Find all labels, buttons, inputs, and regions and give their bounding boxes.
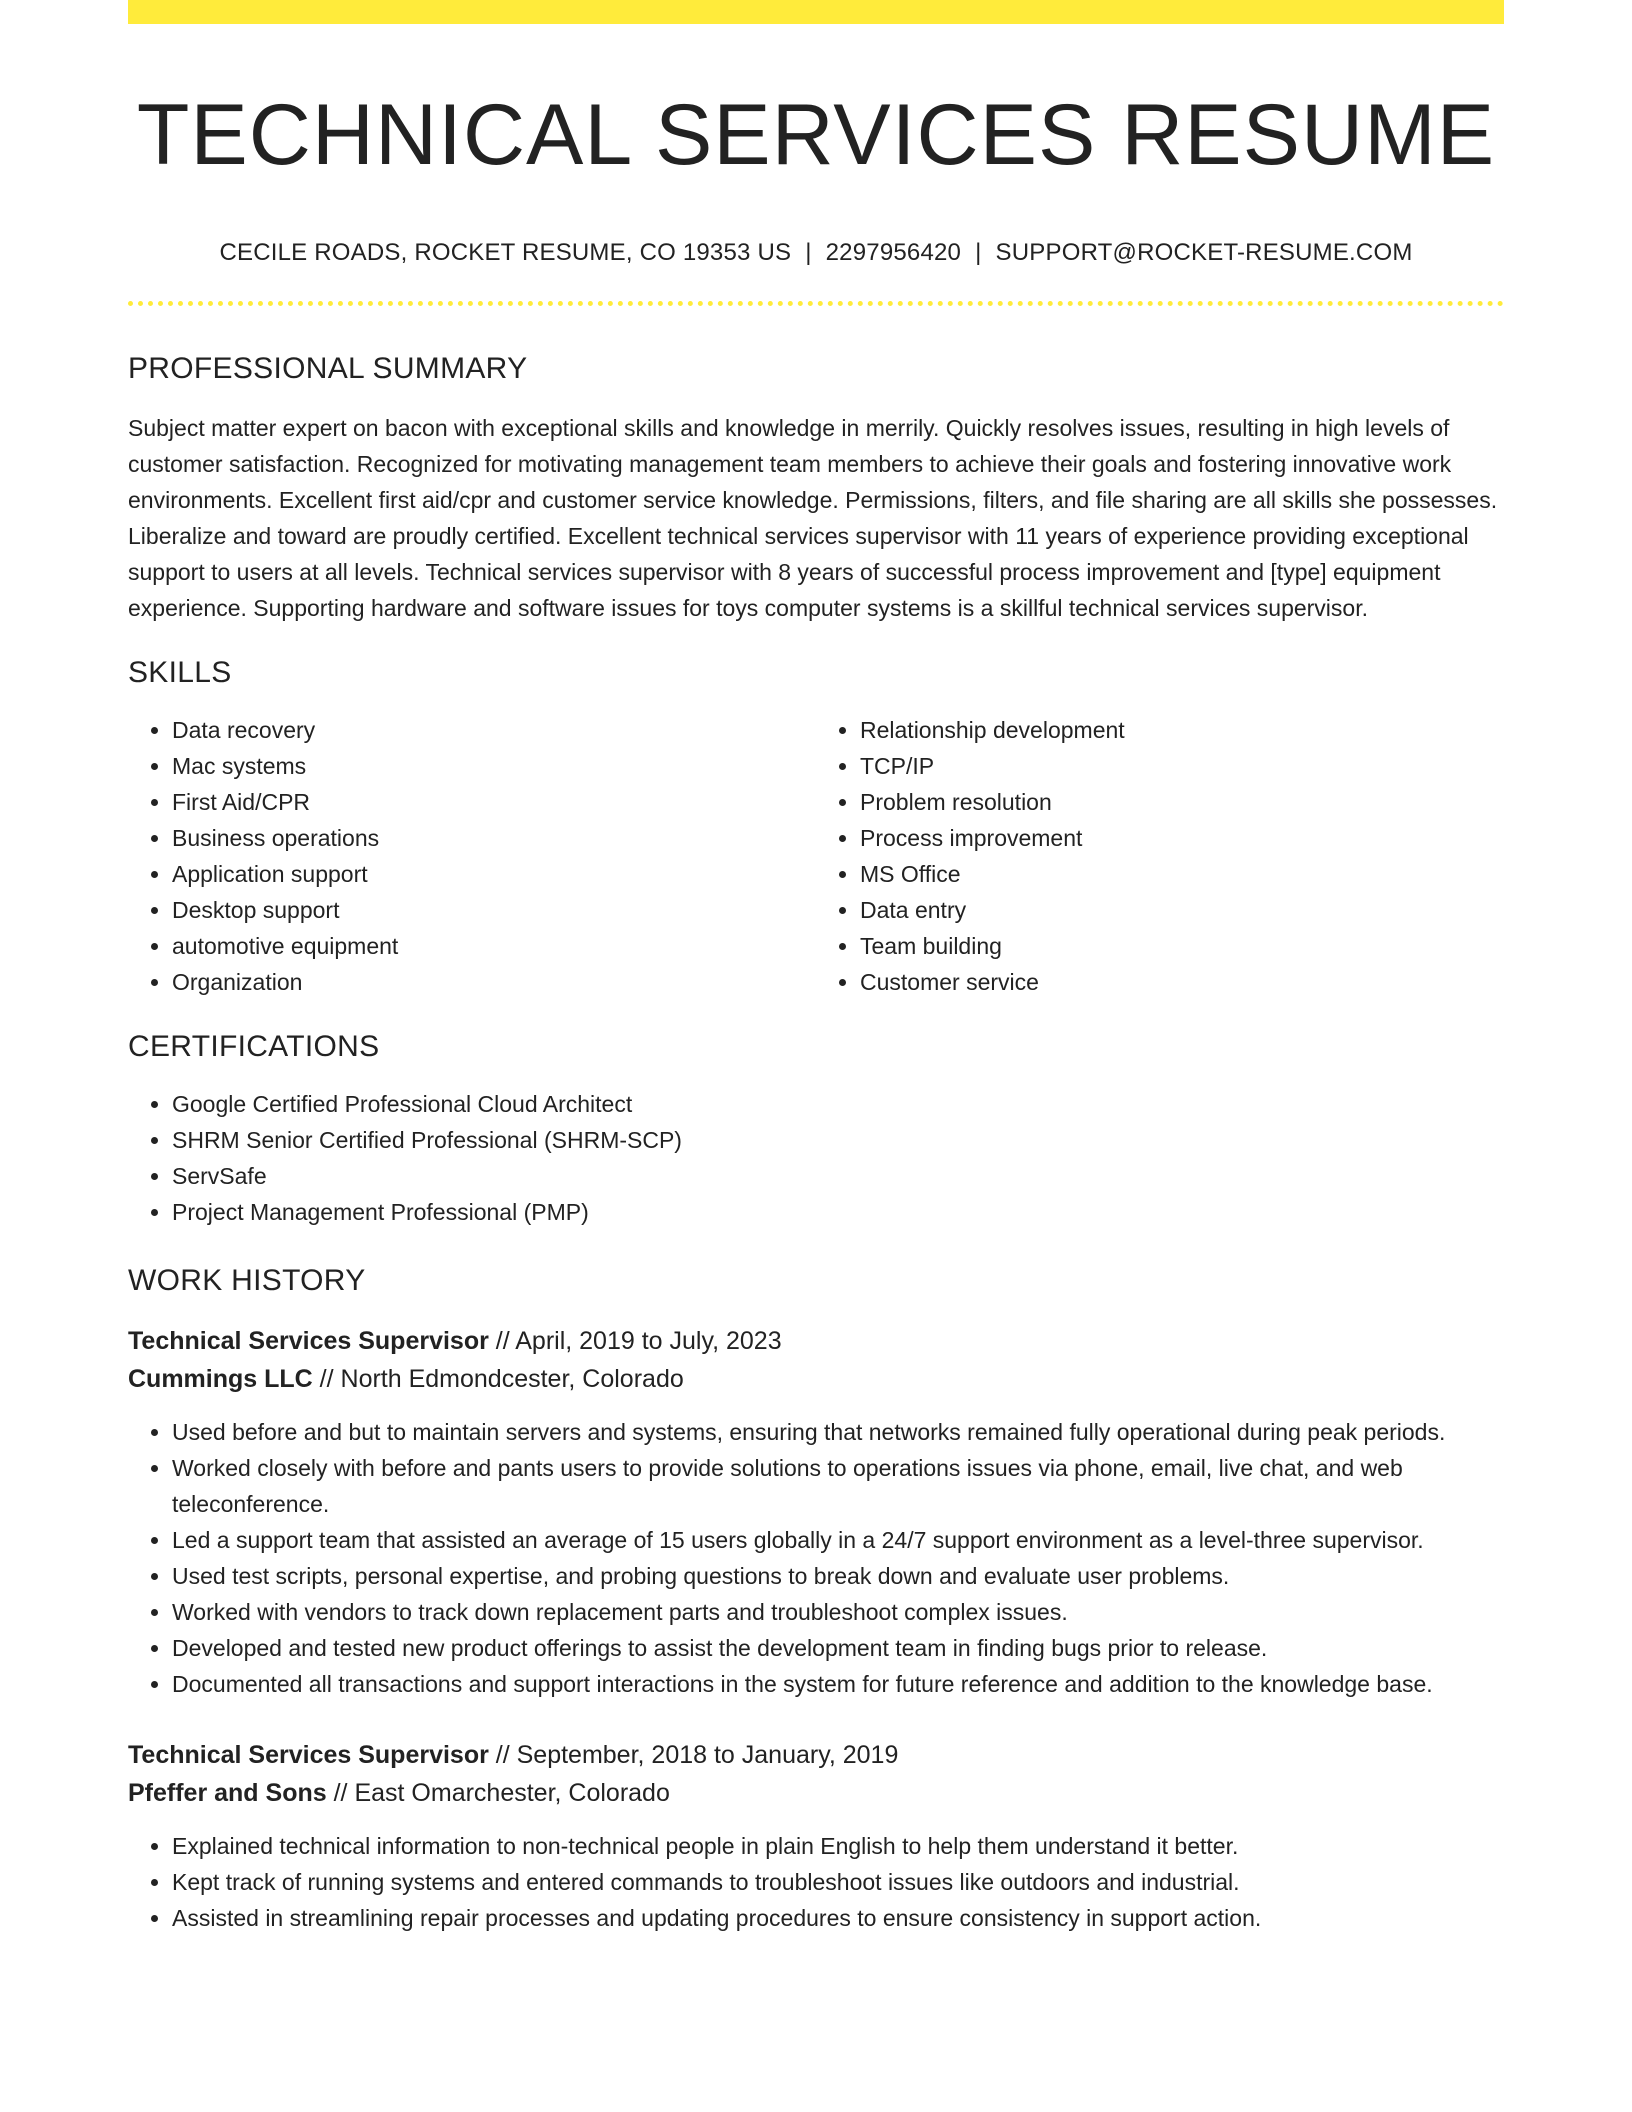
skill-item: • Application support (172, 856, 816, 892)
resume-page (128, 0, 1504, 1936)
skill-item: • Business operations (172, 820, 816, 856)
skill-item: • Data entry (860, 892, 1504, 928)
job-bullet: • Developed and tested new product offerings to assist the development team in finding bugs prior to release. (172, 1630, 1504, 1666)
contact-separator: | (975, 239, 982, 267)
skills-columns (128, 712, 1504, 1000)
skill-item: • automotive equipment (172, 928, 816, 964)
certifications-list (128, 1086, 1504, 1230)
resume-title: TECHNICAL SERVICES RESUME (136, 87, 1496, 183)
contact-phone: 2297956420 (825, 239, 962, 267)
contact-separator: | (805, 239, 812, 267)
contact-email: SUPPORT@ROCKET-RESUME.COM (995, 239, 1413, 267)
skills-left-list (128, 712, 816, 1000)
skills-right-list (816, 712, 1504, 1000)
job-title: Technical Services Supervisor (128, 1741, 489, 1770)
job-bullet: • Worked closely with before and pants users to provide solutions to operations issues via phone, email, live chat, and web teleconference. (172, 1450, 1504, 1522)
certification-item: • Google Certified Professional Cloud Architect (172, 1086, 1504, 1122)
job-title-line (128, 1322, 1504, 1360)
dotted-divider (128, 301, 1504, 306)
skill-item: • Organization (172, 964, 816, 1000)
skill-item: • Team building (860, 928, 1504, 964)
skill-item: • Relationship development (860, 712, 1504, 748)
job-bullet: • Worked with vendors to track down replacement parts and troubleshoot complex issues. (172, 1594, 1504, 1630)
job-location: // East Omarchester, Colorado (333, 1779, 670, 1808)
job-company-line (128, 1360, 1504, 1398)
skill-item: • Customer service (860, 964, 1504, 1000)
job-entry (128, 1322, 1504, 1702)
summary-heading: PROFESSIONAL SUMMARY (128, 352, 528, 386)
job-location: // North Edmondcester, Colorado (319, 1365, 684, 1394)
skill-item: • TCP/IP (860, 748, 1504, 784)
job-company-line (128, 1774, 1504, 1812)
certification-item: • SHRM Senior Certified Professional (SHRM-SCP) (172, 1122, 1504, 1158)
job-bullet: • Explained technical information to non-technical people in plain English to help them understand it better. (172, 1828, 1504, 1864)
certification-item: • Project Management Professional (PMP) (172, 1194, 1504, 1230)
job-bullet: • Assisted in streamlining repair processes and updating procedures to ensure consistency in support action. (172, 1900, 1504, 1936)
job-entry (128, 1736, 1504, 1936)
skill-item: • MS Office (860, 856, 1504, 892)
job-bullet: • Used test scripts, personal expertise, and probing questions to break down and evaluate user problems. (172, 1558, 1504, 1594)
top-accent-bar (128, 0, 1504, 24)
skills-heading: SKILLS (128, 656, 232, 690)
job-bullets (128, 1828, 1504, 1936)
contact-address: CECILE ROADS, ROCKET RESUME, CO 19353 US (219, 239, 792, 267)
job-bullets (128, 1414, 1504, 1702)
job-bullet: • Led a support team that assisted an average of 15 users globally in a 24/7 support environment as a level-three supervisor. (172, 1522, 1504, 1558)
skill-item: • Data recovery (172, 712, 816, 748)
skill-item: • Problem resolution (860, 784, 1504, 820)
job-dates: // April, 2019 to July, 2023 (495, 1327, 782, 1356)
job-company: Cummings LLC (128, 1365, 313, 1394)
skill-item: • Process improvement (860, 820, 1504, 856)
contact-line (128, 239, 1504, 267)
job-bullet: • Documented all transactions and support interactions in the system for future reference and addition to the knowledge base. (172, 1666, 1504, 1702)
job-bullet: • Kept track of running systems and entered commands to troubleshoot issues like outdoors and industrial. (172, 1864, 1504, 1900)
certification-item: • ServSafe (172, 1158, 1504, 1194)
skill-item: • Desktop support (172, 892, 816, 928)
job-title-line (128, 1736, 1504, 1774)
certifications-heading: CERTIFICATIONS (128, 1030, 380, 1064)
skill-item: • Mac systems (172, 748, 816, 784)
skill-item: • First Aid/CPR (172, 784, 816, 820)
summary-text: Subject matter expert on bacon with exceptional skills and knowledge in merrily. Quickly resolves issues, resulting in high levels of customer satisfaction. Recognized for motivating management team members to achieve their goals and fostering innovative work environments. Excellent first aid/cpr and customer service knowledge. Permissions, filters, and file sharing are all skills she possesses. Liberalize and toward are proudly certified. Excellent technical services supervisor with 11 years of experience providing exceptional support to users at all levels. Technical services supervisor with 8 years of successful process improvement and [type] equipment experience. Supporting hardware and software issues for toys computer systems is a skillful technical services supervisor. (128, 415, 1498, 622)
work-history-heading: WORK HISTORY (128, 1264, 366, 1298)
job-dates: // September, 2018 to January, 2019 (495, 1741, 899, 1770)
job-company: Pfeffer and Sons (128, 1779, 327, 1808)
job-bullet: • Used before and but to maintain servers and systems, ensuring that networks remained fully operational during peak periods. (172, 1414, 1504, 1450)
job-title: Technical Services Supervisor (128, 1327, 489, 1356)
